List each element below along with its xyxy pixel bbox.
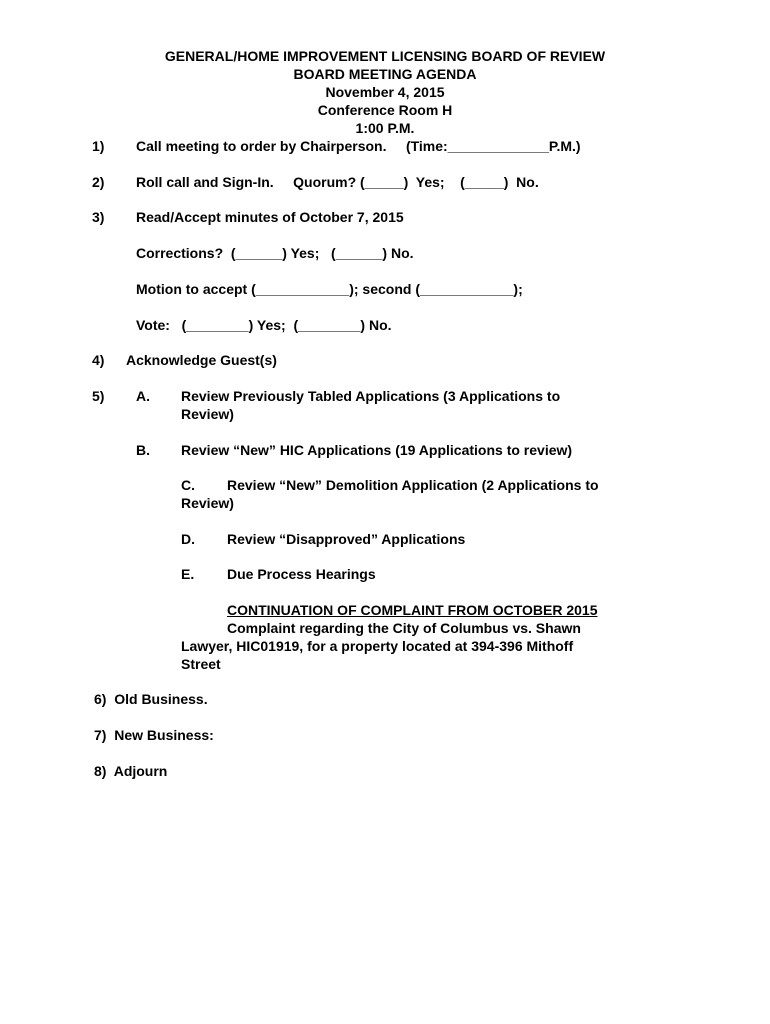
item-1-number: 1): [92, 138, 105, 154]
item-3-text: Read/Accept minutes of October 7, 2015: [136, 209, 404, 225]
item-3-motion: Motion to accept (____________); second (____________);: [136, 281, 523, 297]
item-5-number: 5): [92, 388, 105, 404]
item-6-old-business: 6) Old Business.: [94, 691, 208, 707]
item-4-text: Acknowledge Guest(s): [126, 352, 277, 368]
complaint-line-2: Lawyer, HIC01919, for a property located at 394-396 Mithoff: [181, 638, 574, 654]
item-5c-line-2: Review): [181, 495, 234, 511]
item-5e-letter: E.: [181, 566, 195, 582]
item-5a-letter: A.: [136, 388, 150, 404]
item-5d-text: Review “Disapproved” Applications: [227, 531, 466, 547]
item-5d-letter: D.: [181, 531, 195, 547]
item-3-corrections: Corrections? (______) Yes; (______) No.: [136, 245, 414, 261]
complaint-line-3: Street: [181, 656, 221, 672]
item-5e-text: Due Process Hearings: [227, 566, 376, 582]
meeting-date: November 4, 2015: [325, 84, 445, 100]
item-2-number: 2): [92, 174, 105, 190]
meeting-time: 1:00 P.M.: [355, 120, 415, 136]
item-2-text: Roll call and Sign-In. Quorum? (_____) Yes; (_____) No.: [136, 174, 539, 190]
item-5a-line-1: Review Previously Tabled Applications (3 Applications to: [181, 388, 561, 404]
item-3-vote: Vote: (________) Yes; (________) No.: [136, 317, 392, 333]
item-3-number: 3): [92, 209, 105, 225]
item-5a-line-2: Review): [181, 406, 234, 422]
meeting-room: Conference Room H: [317, 102, 453, 118]
item-5b-text: Review “New” HIC Applications (19 Applications to review): [181, 442, 573, 458]
item-1-text: Call meeting to order by Chairperson. (Time:_____________P.M.): [136, 138, 581, 154]
item-5b-letter: B.: [136, 442, 150, 458]
continuation-heading: CONTINUATION OF COMPLAINT FROM OCTOBER 2015: [227, 602, 598, 618]
board-name: GENERAL/HOME IMPROVEMENT LICENSING BOARD OF REVIEW: [164, 48, 606, 64]
item-8-adjourn: 8) Adjourn: [94, 763, 168, 779]
item-5c-letter: C.: [181, 477, 195, 493]
item-4-number: 4): [92, 352, 105, 368]
complaint-line-1: Complaint regarding the City of Columbus vs. Shawn: [227, 620, 581, 636]
item-5c-line-1: Review “New” Demolition Application (2 Applications to: [227, 477, 599, 493]
item-7-new-business: 7) New Business:: [94, 727, 214, 743]
agenda-title: BOARD MEETING AGENDA: [293, 66, 477, 82]
